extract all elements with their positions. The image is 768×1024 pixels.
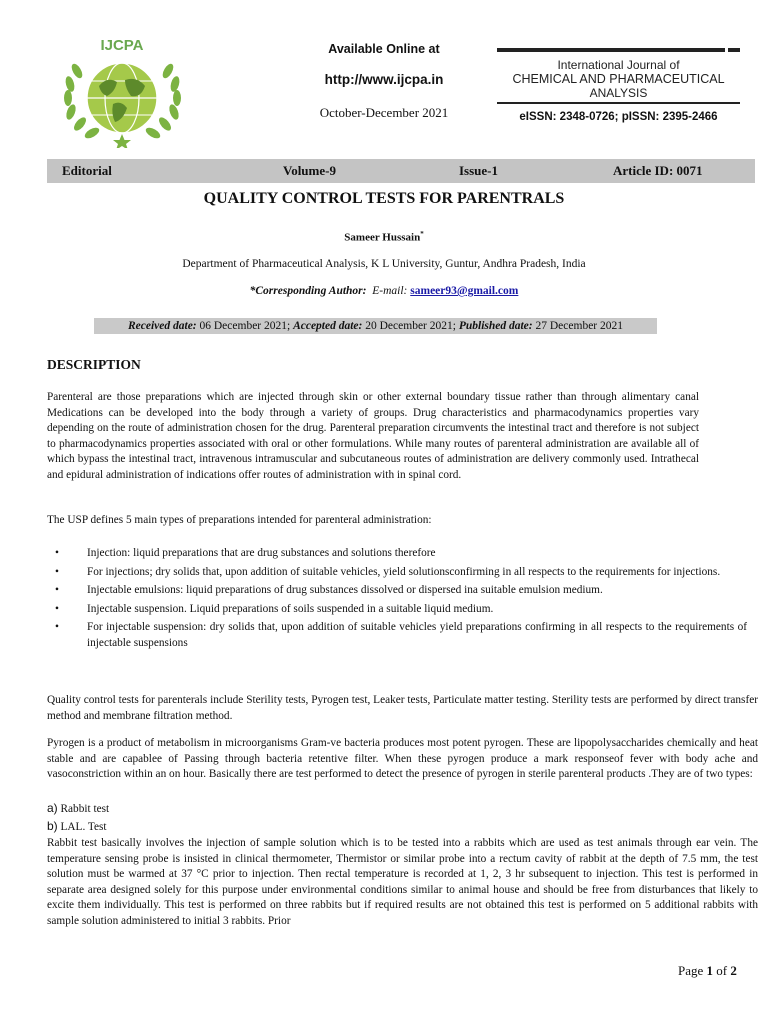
issue-date: October-December 2021 [319,105,449,120]
corresponding-author: *Corresponding Author: E-mail: sameer93@gmail.com [249,285,519,297]
paragraph-pyrogen: Pyrogen is a product of metabolism in microorganisms Gram-ve bacteria produces most potent pyrogen. These are lipopolysaccharides chemically and heat stable and are capablee of Passing through bacteria retentive filter. When these pyrogen produce a mark responseof fever with body ache and vasoconstriction within an on hour. Basically there are test performed to detect the presence of pyrogen in sterile parenteral products .They are of two types: [47,737,758,781]
paragraph-qc-tests: Quality control tests for parenterals include Sterility tests, Pyrogen test, Leaker tests, Particulate matter testing. Sterility tests are performed by direct transfer method and membrane filtration method. [47,694,758,722]
list-item: • Injectable suspension. Liquid preparations of soils suspended in a suitable liquid medium. [47,602,747,618]
journal-name: International Journal of CHEMICAL AND PHARMACEUTICAL ANALYSIS [512,58,725,100]
page-number: Page 1 of 2 [678,963,737,978]
item-rabbit-test: a) Rabbit test [47,801,110,815]
list-item: • Injection: liquid preparations that are drug substances and solutions therefore [47,546,747,562]
item-lal-test: b) LAL. Test [47,819,107,833]
article-issue: Issue-1 [459,163,499,178]
journal-title-box [497,48,740,104]
article-volume: Volume-9 [283,163,336,178]
journal-url[interactable]: http://www.ijcpa.in [324,72,444,87]
author-email-link[interactable]: sameer93@gmail.com [410,285,519,297]
ijcpa-logo [55,36,190,148]
list-item: • For injectable suspension: dry solids that, upon addition of suitable vehicles yield preparations confirming in all respects to the requirements of injectable suspensions [47,620,747,651]
preparation-types-list [47,546,747,655]
globe-icon [87,63,157,133]
article-title: QUALITY CONTROL TESTS FOR PARENTRALS [203,190,565,207]
article-dates: Received date: 06 December 2021; Accepted date: 20 December 2021; Published date: 27 December 2021 [94,318,657,334]
issn: eISSN: 2348-0726; pISSN: 2395-2466 [519,111,718,123]
paragraph-rabbit-test: Rabbit test basically involves the injection of sample solution which is to be tested into a rabbits which are used as test animals through ear vein. The temperature sensing probe is insisted in clinical thermometer, Thermistor or similar probe into a rectum cavity of rabbit at the depth of 7.5 mm, the test solution must be warmed at 37 °C prior to injection. Then rectal temperature is recorded at 1, 2, 3 hr subsequent to injection. This test is performed in separate area designed solely for this purpose under environmental conditions similar to animal house and should be free from disturbances that likely to excite them individually. This test is performed on three rabbits but if required results are not obtained this test is performed on 5 additional rabbits with sample solution administered to initial 3 rabbits. Prior [47,837,758,927]
available-online-label: Available Online at [328,42,440,56]
author: Sameer Hussain* [344,230,424,244]
list-item: • For injections; dry solids that, upon addition of suitable vehicles, yield solutionsconfirming in all respects to the requirements for injections. [47,565,747,581]
list-item: • Injectable emulsions: liquid preparations of drug substances dissolved or dispersed ina suitable emulsion medium. [47,583,747,599]
section-heading: DESCRIPTION [47,357,141,372]
department: Department of Pharmaceutical Analysis, K L University, Guntur, Andhra Pradesh, India [182,258,586,270]
author-mark: * [420,230,424,238]
logo-text: IJCPA [100,37,144,54]
paragraph-intro: Parenteral are those preparations which are injected through skin or other external boundary tissue rather than through alimentary canal Medications can be developed into the body through a variety of groups. Drug characteristics and pharmacodynamics properties vary depending on the route of administration chosen for the drug. Parenteral preparation circumvents the intestinal tract and therefore is not subject to pharmacodynamics properties associated with oral or other formulations. While many routes of parenteral administration are available all of which bypass the intestinal tract, intravenous intramuscular and subcutaneous routes of administration are delivery commonly used. Intrathecal and epidural administration of indications offer routes of administration with in spinal cord. [47,391,699,481]
article-meta-bar [47,159,755,183]
star-icon [113,134,131,148]
paragraph-usp: The USP defines 5 main types of preparations intended for parenteral administration: [47,514,432,526]
article-type: Editorial [62,163,112,178]
article-id: Article ID: 0071 [613,163,703,178]
